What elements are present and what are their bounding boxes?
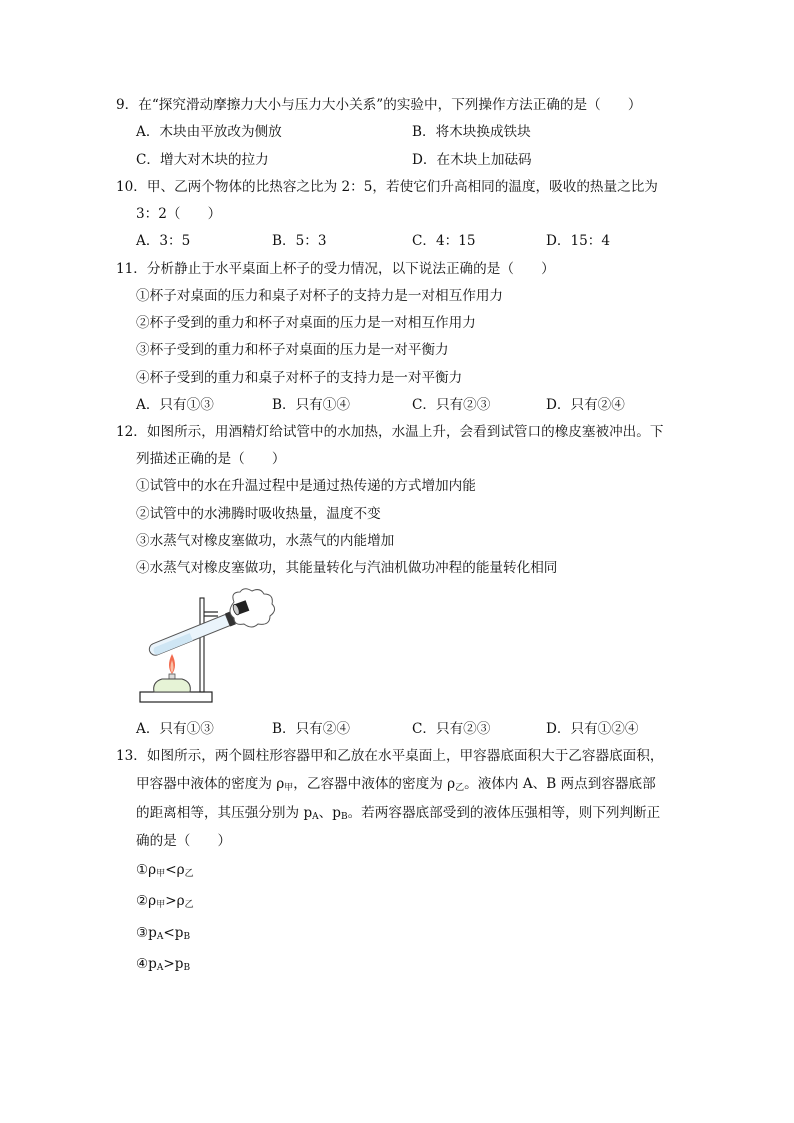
q13-statement-1: $①\rho_甲<\rho_乙$ [136, 862, 194, 879]
q11-statement-2: ②杯子受到的重力和杯子对桌面的压力是一对相互作用力 [136, 315, 476, 331]
q11-statement-1: ①杯子对桌面的压力和桌子对杯子的支持力是一对相互作用力 [136, 288, 504, 304]
q12-stem-line2: 列描述正确的是（ ） [136, 451, 286, 467]
q11-option-a: A．只有①③ [136, 397, 214, 413]
q9-option-c: C．增大对木块的拉力 [136, 152, 269, 168]
q12-option-b: B．只有②④ [272, 721, 350, 737]
q9-option-a: A．木块由平放改为侧放 [136, 124, 282, 140]
q13-stem-line1: 13．如图所示，两个圆柱形容器甲和乙放在水平桌面上，甲容器底面积大于乙容器底面积， [116, 748, 664, 764]
q9-option-b: B．将木块换成铁块 [412, 124, 531, 140]
q10-option-d: D．15：4 [546, 233, 611, 249]
q10-stem-line2: 3：2（ ） [136, 206, 222, 222]
q10-option-a: A．3：5 [136, 233, 191, 249]
test-tube-heating-figure [138, 588, 288, 710]
q11-statement-3: ③杯子受到的重力和杯子对桌面的压力是一对平衡力 [136, 342, 449, 358]
q10-option-b: B．5：3 [272, 233, 327, 249]
q12-statement-1: ①试管中的水在升温过程中是通过热传递的方式增加内能 [136, 478, 476, 494]
q9-stem: 9．在“探究滑动摩擦力大小与压力大小关系”的实验中，下列操作方法正确的是（ ） [116, 97, 642, 113]
q12-statement-2: ②试管中的水沸腾时吸收热量，温度不变 [136, 506, 381, 522]
q13-statement-3: $③p_A<p_B$ [136, 925, 191, 942]
q11-option-c: C．只有②③ [412, 397, 491, 413]
q11-stem: 11．分析静止于水平桌面上杯子的受力情况，以下说法正确的是（ ） [116, 261, 555, 277]
q13-stem-line3: 的距离相等，其压强分别为 $p_A$、$p_B$。若两容器底部受到的液体压强相等，则下列判断正 [136, 805, 661, 822]
q13-stem-line2: 甲容器中液体的密度为 $\rho_甲$，乙容器中液体的密度为 $\rho_乙$。液体内 A、B 两点到容器底部 [136, 776, 656, 793]
q12-option-d: D．只有①②④ [546, 721, 639, 737]
q9-option-d: D．在木块上加砝码 [412, 152, 532, 168]
q12-option-c: C．只有②③ [412, 721, 491, 737]
q10-option-c: C．4：15 [412, 233, 476, 249]
q11-statement-4: ④杯子受到的重力和桌子对杯子的支持力是一对平衡力 [136, 370, 463, 386]
q10-stem-line1: 10．甲、乙两个物体的比热容之比为 2：5，若使它们升高相同的温度，吸收的热量之比为 [116, 179, 658, 195]
q12-statement-4: ④水蒸气对橡皮塞做功，其能量转化与汽油机做功冲程的能量转化相同 [136, 560, 558, 576]
q12-statement-3: ③水蒸气对橡皮塞做功，水蒸气的内能增加 [136, 533, 395, 549]
q13-stem-line4: 确的是（ ） [136, 833, 232, 849]
q13-statement-4: $④p_A>p_B$ [136, 956, 191, 973]
q12-stem-line1: 12．如图所示，用酒精灯给试管中的水加热，水温上升，会看到试管口的橡皮塞被冲出。下 [116, 424, 664, 440]
q11-option-b: B．只有①④ [272, 397, 350, 413]
q11-option-d: D．只有②④ [546, 397, 625, 413]
q12-option-a: A．只有①③ [136, 721, 214, 737]
q13-statement-2: $②\rho_甲>\rho_乙$ [136, 893, 194, 910]
